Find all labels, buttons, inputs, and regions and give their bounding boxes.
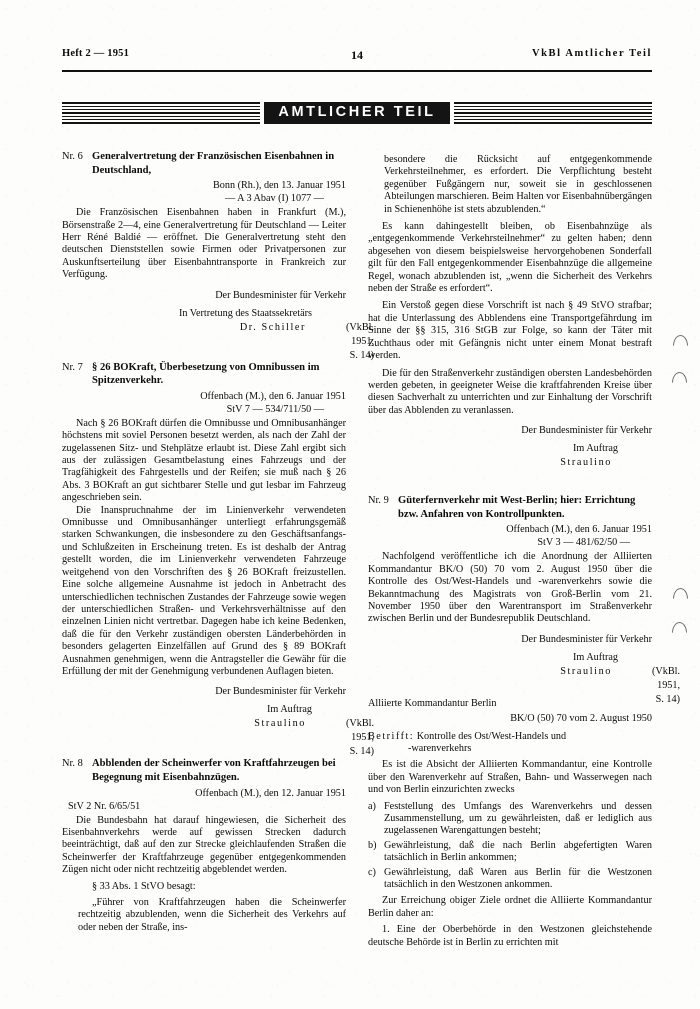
list-item — [368, 867, 652, 892]
article-title — [368, 494, 652, 521]
article-paragraph: Ein Verstoß gegen diese Vorschrift ist nach § 49 StVO strafbar; hat die Unterlassung des Abblendens eine Transportgefährdung im Sinne der §§ 315, 316 StGB zur Folge, so kann der Täter mit Zuchthaus oder mit Gefängnis nicht unter einem Monat bestraft werden. — [368, 300, 652, 362]
signature-block — [368, 424, 652, 470]
body-columns — [62, 150, 681, 985]
article-title-text: Generalvertretung der Französischen Eisenbahnen in Deutschland, — [92, 151, 335, 176]
order-numbered-item: 1. Eine der Oberbehörde in den Westzonen gleichstehende deutsche Behörde ist in Berlin zu errichten mit — [368, 924, 652, 948]
right-column — [368, 150, 681, 985]
article-number: Nr. 6 — [62, 151, 83, 162]
article-place-date: Bonn (Rh.), den 13. Januar 1951 — [213, 180, 346, 192]
article-paragraph: Nachfolgend veröffentliche ich die Anordnung der Alliierten Kommandantur BK/O (50) 70 vom 2. August 1950 über die Kontrolle des Ost/West-Handels und -warenverkehrs sowie die Bekanntmachung des Magistrats von Groß-Berlin vom 21. November 1950 über den Warentransport im Straßenverkehr zwischen Berlin und der Bundesrepublik Deutschland. — [368, 551, 652, 625]
vkbl-citation: (VkBl. 1951, S. 14) — [346, 718, 375, 758]
binding-hole-artifact — [672, 622, 687, 633]
signature-minister: Der Bundesminister für Verkehr — [215, 289, 346, 301]
signature-block — [62, 289, 375, 361]
article-number: Nr. 8 — [62, 758, 83, 770]
binding-hole-artifact — [673, 335, 688, 346]
article-nr-7 — [62, 361, 375, 758]
article-reference-number: — A 3 Abav (I) 1077 — — [224, 193, 324, 205]
page-number: 14 — [351, 48, 363, 62]
list-item — [368, 801, 652, 838]
signature-minister: Der Bundesminister für Verkehr — [521, 425, 652, 437]
binding-hole-artifact — [673, 588, 688, 599]
statute-quote-continued: besondere die Rücksicht auf entgegenkommende Verkehrsteilnehmer, es erfordert. Die Verpflichtung besteht gegenüber Fußgängern nur, soweit sie in geschlossenen Abteilungen marschieren. Beim Halten vor Eisenbahnübergängen in Schienenhöhe ist stets abzublenden.“ — [384, 154, 652, 215]
vkbl-citation: (VkBl. 1951, S. 14) — [652, 665, 681, 705]
left-column — [62, 150, 375, 985]
subject-label: Betrifft: — [368, 730, 415, 742]
signature-minister: Der Bundesminister für Verkehr — [521, 633, 652, 645]
header-rule — [62, 70, 652, 72]
article-place-date: Offenbach (M.), den 6. Januar 1951 — [200, 390, 346, 402]
list-marker: b) — [368, 839, 377, 851]
article-title-text: § 26 BOKraft, Überbesetzung von Omnibussen im Spitzenverkehr. — [92, 361, 320, 387]
order-separator — [368, 681, 652, 698]
list-item-text: Gewährleistung, daß Waren aus Berlin für die Westzonen tatsächlich in den Westzonen ankommen. — [384, 866, 652, 891]
list-marker: a) — [368, 800, 376, 812]
signature-name: Dr. Schiller — [239, 321, 306, 333]
article-paragraph: Es kann dahingestellt bleiben, ob Eisenbahnzüge als „entgegenkommende Verkehrsteilnehmer“ zu gelten haben; denn abgesehen von diesem beispielsweise hervorgehobenen Sonderfall gilt für den Fall entgegenkommender Eisenbahnzüge die allgemeine Regel, wonach abzublenden ist, „wenn die Sicherheit des Verkehrs neben der Straße es erfordert“. — [368, 221, 652, 295]
signature-name: Straulino — [254, 718, 306, 730]
article-title-text: Güterfernverkehr mit West-Berlin; hier: Errichtung bzw. Anfahren von Kontrollpunkten. — [398, 495, 636, 520]
running-head — [62, 48, 652, 66]
article-reference-number: StV 7 — 534/711/50 — — [226, 403, 324, 415]
order-closing: Zur Erreichung obiger Ziele ordnet die Alliierte Kommandantur Berlin daher an: — [368, 895, 652, 919]
list-item — [368, 840, 652, 865]
banner-rules-right — [454, 102, 652, 124]
article-paragraph: Die Bundesbahn hat darauf hingewiesen, die Sicherheit des Eisenbahnverkehrs werde auf gewissen Strecken dadurch beeinträchtigt, daß auf den zur Strecke gleichlaufenden Straßen die Scheinwerfer der Kraftfahrzeuge gegenüber entgegenkommenden Zügen nicht oder nicht rechtzeitig abgeblendet werden. — [62, 814, 346, 876]
article-nr-8 — [62, 757, 346, 934]
article-paragraph: Nach § 26 BOKraft dürfen die Omnibusse und Omnibusanhänger höchstens mit soviel Personen besetzt werden, als nach der Zahl der zugelassenen Sitz- und Stehplätze erlaubt ist. Diese Zahl ergibt sich aus der zulässigen Gesamtbelastung eines Fahrzeugs und der Tragfähigkeit des Fahrgestells und der Reifen; sie muß nach § 26 Abs. 3 BOKraft an gut sichtbarer Stelle und gut lesbar im Fahrzeug angeschrieben sein. — [62, 417, 346, 504]
article-paragraph: Die für den Straßenverkehr zuständigen obersten Landesbehörden werden gebeten, in geeigneter Weise die kraftfahrenden Kreise über diesen Sachverhalt zu unterrichten und zur Einhaltung der Vorschrift über das Abblenden zu veranlassen. — [368, 367, 652, 416]
article-paragraph: Die Inanspruchnahme der im Linienverkehr verwendeten Omnibusse und Omnibusanhänger unterliegt erfahrungsgemäß starken Schwankungen, die insbesondere zu den Geschäftsanfangs- und Schlußzeiten in Erscheinung treten. Es ist deshalb der Antrag gestellt worden, die im Linienverkehr verwendeten Fahrzeuge weitgehend von den Vorschriften des § 26 BOKraft freizustellen. Eine solche allgemeine Ausnahme ist jedoch in Anbetracht des unterschiedlichen technischen Zustandes der Fahrzeuge sowie wegen der unterschiedlichen Straßen- und Verkehrsverhältnisse auf den einzelnen Linien nicht vertretbar. Dagegen habe ich keine Bedenken, daß die für den Verkehr zuständigen obersten Länderbehörden in besonders gelagerten Einzelfällen auf Grund des § 89 BOKraft Ausnahmen genehmigen, wenn die Antragsteller die Gewähr für die Erfüllung der mit der Genehmigung verbundenen Auflagen bieten. — [62, 504, 346, 677]
article-nr-6 — [62, 150, 375, 361]
signature-block — [62, 685, 375, 758]
article-reference-number: StV 2 Nr. 6/65/51 — [68, 800, 141, 812]
article-place-date: Offenbach (M.), den 6. Januar 1951 — [506, 524, 652, 536]
subject-text-continued: -warenverkehrs — [408, 742, 472, 754]
statute-lead-in: § 33 Abs. 1 StVO besagt: — [92, 880, 196, 892]
signature-auftrag: In Vertretung des Staatssekretärs — [178, 307, 312, 319]
section-banner — [62, 100, 652, 126]
signature-row — [62, 321, 375, 361]
article-paragraph: Die Französischen Eisenbahnen haben in Frankfurt (M.), Börsenstraße 2—4, eine Generalvertretung für Deutschland — Leiter Herr Réné Baldié — eröffnet. Die Generalvertretung steht den deutschen Dienststellen sowie Firmen oder Privatpersonen zur Auskunftserteilung über Eisenbahntransporte in Frankreich zur Verfügung. — [62, 207, 346, 281]
signature-row — [368, 456, 652, 470]
article-place-date: Offenbach (M.), den 12. Januar 1951 — [195, 787, 346, 799]
signature-name: Straulino — [560, 457, 612, 469]
banner-rules-left — [62, 102, 260, 124]
order-intro: Es ist die Absicht der Alliierten Kommandantur, eine Kontrolle über den Warenverkehr auf Straßen, Bahn- und Wasserwegen nach und von Berlin einzurichten zwecks — [368, 759, 652, 796]
vkbl-citation: (VkBl. 1951, S. 14) — [346, 321, 375, 361]
issue-label: Heft 2 — 1951 — [62, 48, 130, 59]
article-separator — [62, 733, 346, 757]
signature-row — [62, 717, 375, 758]
article-separator — [62, 337, 346, 361]
statute-quote: „Führer von Kraftfahrzeugen haben die Scheinwerfer rechtzeitig abzublenden, wenn die Sicherheit des Verkehrs auf oder neben der Straße, ins- — [78, 896, 346, 933]
signature-name: Straulino — [560, 665, 612, 677]
article-title-text: Abblenden der Scheinwerfer von Kraftfahrzeugen bei Begegnung mit Eisenbahnzügen. — [92, 758, 336, 783]
article-number: Nr. 9 — [368, 495, 389, 507]
list-item-text: Feststellung des Umfangs des Warenverkehrs und dessen Zusammenstellung, um zu gewährleisten, daß er lediglich aus zugelassenen Warengattungen besteht; — [384, 800, 652, 837]
issuing-authority: Alliierte Kommandantur Berlin — [368, 697, 497, 709]
article-separator — [368, 470, 652, 494]
article-title — [62, 150, 346, 177]
signature-auftrag: Im Auftrag — [573, 651, 618, 663]
order-reference-number: BK/O (50) 70 vom 2. August 1950 — [510, 713, 652, 725]
allied-order — [368, 698, 652, 949]
signature-minister: Der Bundesminister für Verkehr — [215, 686, 346, 698]
article-reference-number: StV 3 — 481/62/50 — — [537, 537, 630, 549]
banner-label: AMTLICHER TEIL — [264, 102, 449, 124]
signature-auftrag: Im Auftrag — [573, 443, 618, 455]
list-marker: c) — [368, 866, 376, 878]
list-item-text: Gewährleistung, daß die nach Berlin abgefertigten Waren tatsächlich in Berlin ankommen; — [384, 839, 652, 864]
signature-auftrag: Im Auftrag — [267, 704, 312, 716]
article-title — [62, 757, 346, 784]
order-item-list — [368, 801, 652, 892]
subject-text: Kontrolle des Ost/West-Handels und — [416, 730, 567, 742]
binding-hole-artifact — [672, 372, 687, 383]
subject-line — [368, 731, 652, 756]
article-title — [62, 361, 346, 388]
article-number: Nr. 7 — [62, 361, 83, 373]
publication-title: VkBl Amtlicher Teil — [531, 48, 652, 59]
